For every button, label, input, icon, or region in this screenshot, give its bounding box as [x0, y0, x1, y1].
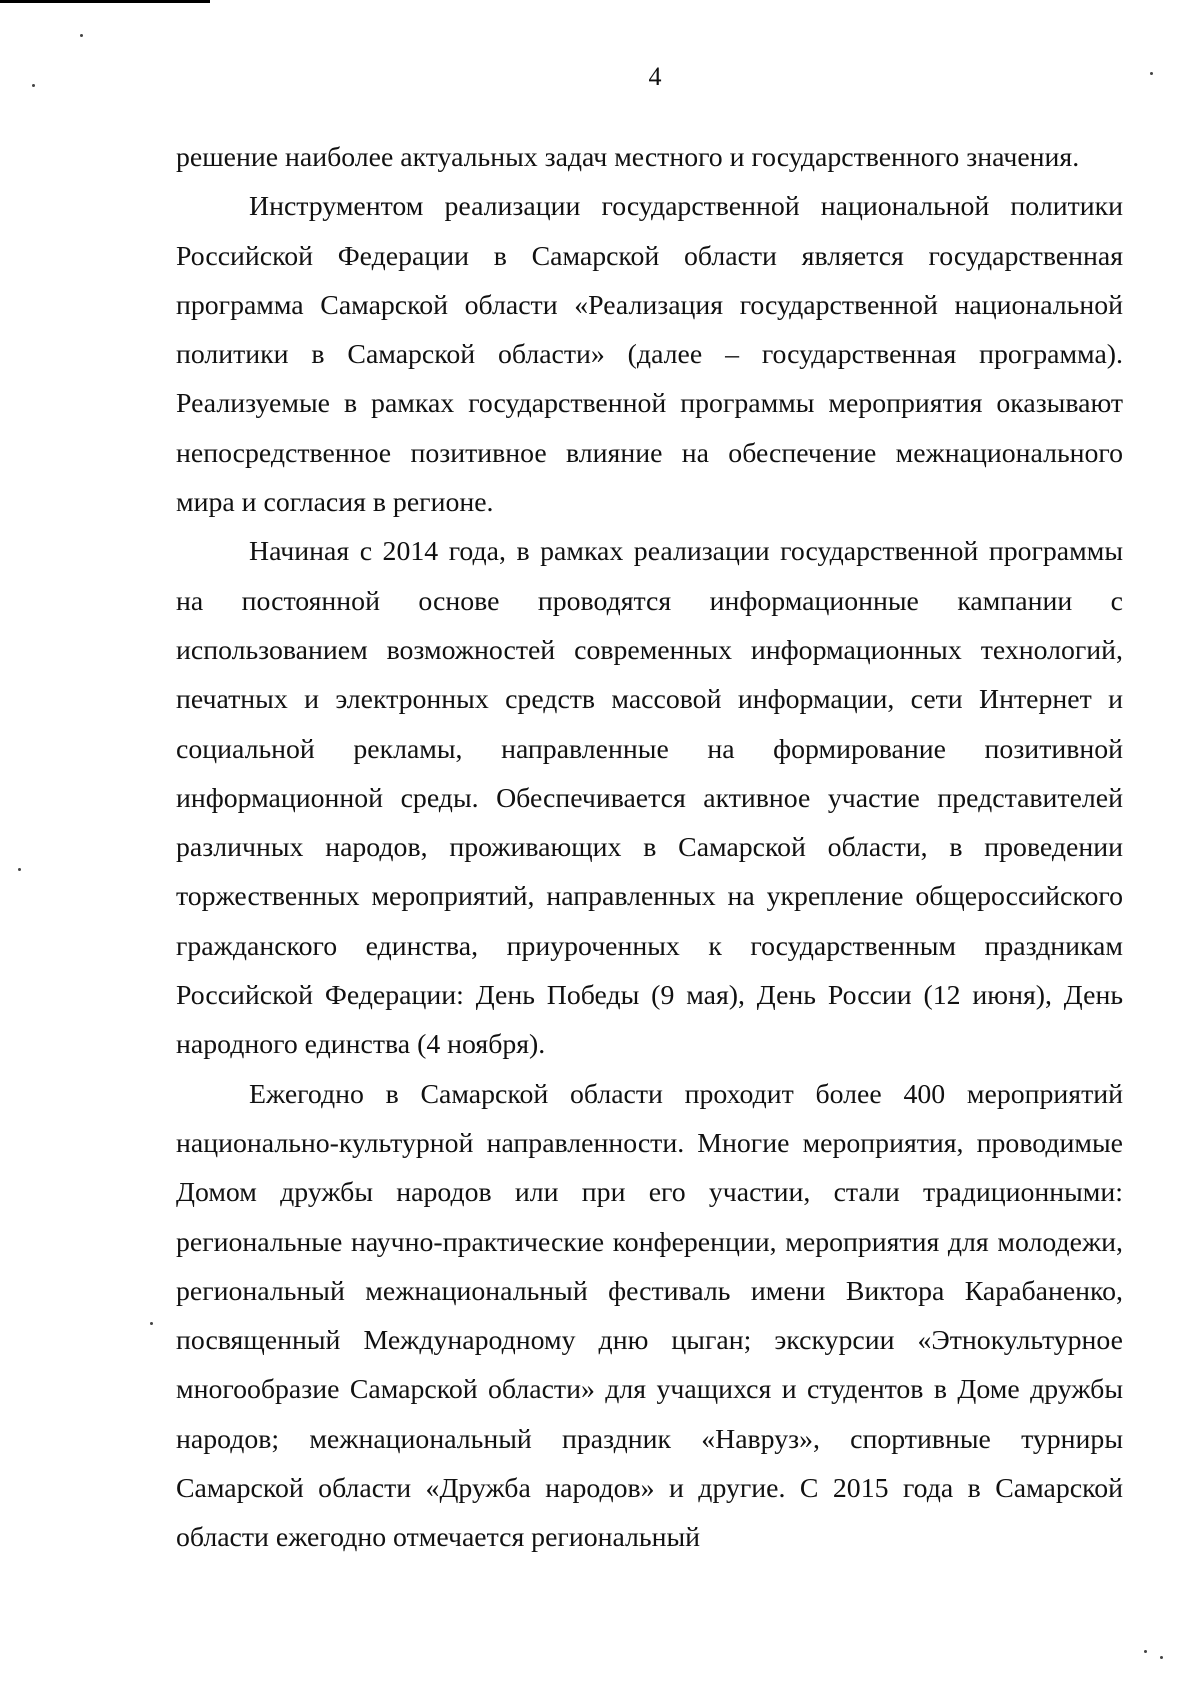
scan-speck	[1144, 1650, 1147, 1653]
scan-speck	[150, 1322, 153, 1325]
paragraph-program-instrument: Инструментом реализации государственной национальной политики Российской Федерации в Самарской области является государственная программа Самарской области «Реализация государственной национальной политики в Самарской области» (далее – государственная программа). Реализуемые в рамках государственной программы мероприятия оказывают непосредственное позитивное влияние на обеспечение межнационального мира и согласия в регионе.	[176, 191, 1123, 519]
scan-speck	[32, 84, 35, 87]
top-border-line	[0, 0, 210, 3]
page-number: 4	[648, 62, 662, 91]
scan-speck	[80, 34, 83, 37]
document-body	[176, 133, 1123, 1563]
paragraph-information-campaigns: Начиная с 2014 года, в рамках реализации государственной программы на постоянной основе проводятся информационные кампании с использованием возможностей современных информационных технологий, печатных и электронных средств массовой информации, сети Интернет и социальной рекламы, направленные на формирование позитивной информационной среды. Обеспечивается активное участие представителей различных народов, проживающих в Самарской области, в проведении торжественных мероприятий, направленных на укрепление общероссийского гражданского единства, приуроченных к государственным праздникам Российской Федерации: День Победы (9 мая), День России (12 июня), День народного единства (4 ноября).	[176, 536, 1123, 1061]
scan-speck	[1160, 1656, 1163, 1659]
scan-speck	[1150, 72, 1153, 75]
paragraph-annual-events: Ежегодно в Самарской области проходит более 400 мероприятий национально-культурной направленности. Многие мероприятия, проводимые Домом дружбы народов или при его участии, стали традиционными: региональные научно-практические конференции, мероприятия для молодежи, региональный межнациональный фестиваль имени Виктора Карабаненко, посвященный Международному дню цыган; экскурсии «Этнокультурное многообразие Самарской области» для учащихся и студентов в Доме дружбы народов; межнациональный праздник «Навруз», спортивные турниры Самарской области «Дружба народов» и другие. С 2015 года в Самарской области ежегодно отмечается региональный	[176, 1078, 1123, 1554]
scan-speck	[18, 868, 21, 871]
paragraph-continuation: решение наиболее актуальных задач местного и государственного значения.	[176, 142, 1080, 173]
